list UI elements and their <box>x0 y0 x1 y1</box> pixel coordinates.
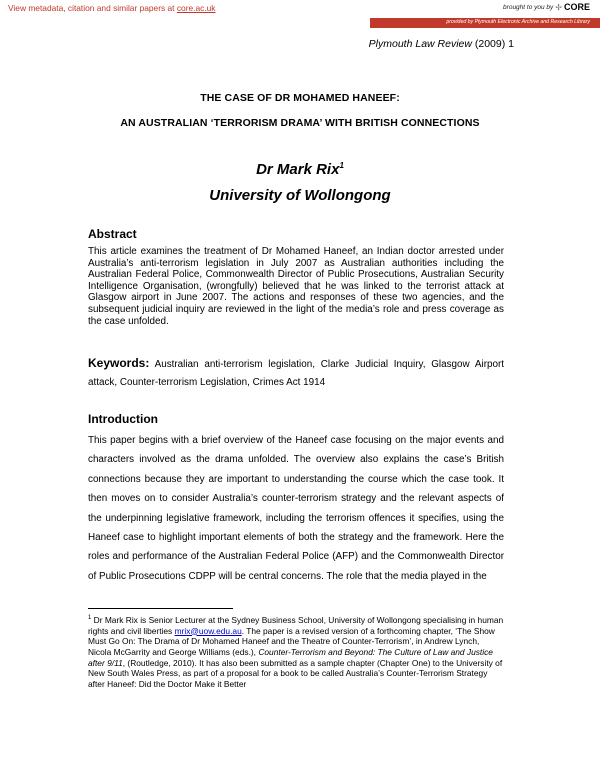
title-line-1: THE CASE OF DR MOHAMED HANEEF: <box>200 92 400 104</box>
introduction-heading: Introduction <box>88 412 158 426</box>
core-metadata-link[interactable] <box>8 3 215 13</box>
core-logo-text[interactable]: CORE <box>563 2 590 12</box>
footnote-mark: 1 <box>88 615 92 621</box>
title-line-2: AN AUSTRALIAN ‘TERRORISM DRAMA’ WITH BRITISH CONNECTIONS <box>120 117 480 129</box>
core-brought-label: brought to you by <box>503 3 554 11</box>
core-banner <box>0 0 600 18</box>
core-logo-icon: ✢ <box>555 2 562 12</box>
journal-name: Plymouth Law Review <box>368 38 472 50</box>
footnote-email-link[interactable]: mrix@uow.edu.au <box>174 625 242 636</box>
core-provided-by[interactable]: provided by Plymouth Electronic Archive and Research Library <box>446 19 590 25</box>
footnote-text-3: , (Routledge, 2010). It has also been submitted as a sample chapter (Chapter One) to the University of New South Wales Press, as part of a proposal for a book to be called Australia’s Counter-Terrorism Strategy after Haneef: Did the Doctor Make it Better <box>88 657 503 690</box>
abstract-text: This article examines the treatment of Dr Mohamed Haneef, an Indian doctor arrested under Australia’s anti-terrorism legislation in July 2007 as Australian authorities including the Australian Federal Police, Commonwealth Director of Public Prosecutions, Australian Security Intelligence Organisation, (wrongfully) believed that he was linked to the terrorist attack at Glasgow airport in June 2007. The actions and responses of these two agencies, and the subsequent judicial inquiry are reviewed in the light of the media’s role and press coverage as the case unfolded. <box>88 246 504 327</box>
footnote-text-2: . The paper is a revised version of a forthcoming chapter, ‘The Show Must Go On: The Drama of Dr Mohamed Haneef and the Theatre of Counter-Terrorism’, in Andrew Lynch, Nicola McGarrity and George Williams (eds.), <box>88 625 495 657</box>
author-footnote-mark: 1 <box>339 161 344 170</box>
journal-year-page: (2009) 1 <box>471 38 514 50</box>
journal-header <box>369 38 514 50</box>
footnote-divider <box>88 608 233 609</box>
core-link-host[interactable]: core.ac.uk <box>176 3 216 13</box>
author-name-line <box>0 161 600 178</box>
footnote <box>88 613 504 690</box>
introduction-text: This paper begins with a brief overview of the Haneef case focusing on the major events and characters involved as the drama unfolded. The overview also explains the case’s British connections because they are important to understanding the course which the case took. It then moves on to consider Australia’s counter-terrorism strategy and the relevant aspects of the underpinning legislative framework, including the terrorism offences it specifies, using the Haneef case to highlight important elements of both the strategy and the framework. Here the roles and performance of the Australian Federal Police (AFP) and the Commonwealth Director of Public Prosecutions CDPP will be central concerns. The role that the media played in the <box>88 435 504 582</box>
abstract-heading: Abstract <box>88 227 137 241</box>
author-affiliation: University of Wollongong <box>209 187 391 204</box>
core-provided-strip[interactable] <box>370 18 600 28</box>
core-link-prefix[interactable]: View metadata, citation and similar papers at <box>8 3 177 13</box>
keywords-paragraph <box>88 354 504 392</box>
footnote-text-1: Dr Mark Rix is Senior Lecturer at the Sydney Business School, University of Wollongong specialising in human rights and civil liberties <box>88 614 504 636</box>
keywords-text: Australian anti-terrorism legislation, Clarke Judicial Inquiry, Glasgow Airport attack, Counter-terrorism Legislation, Crimes Act 1914 <box>88 359 505 388</box>
author-name: Dr Mark Rix <box>256 161 340 178</box>
keywords-label: Keywords: <box>88 356 150 370</box>
core-brought-by[interactable] <box>503 2 590 12</box>
footnote-book-title: Counter-Terrorism and Beyond: The Culture of Law and Justice after 9/11 <box>88 646 493 668</box>
